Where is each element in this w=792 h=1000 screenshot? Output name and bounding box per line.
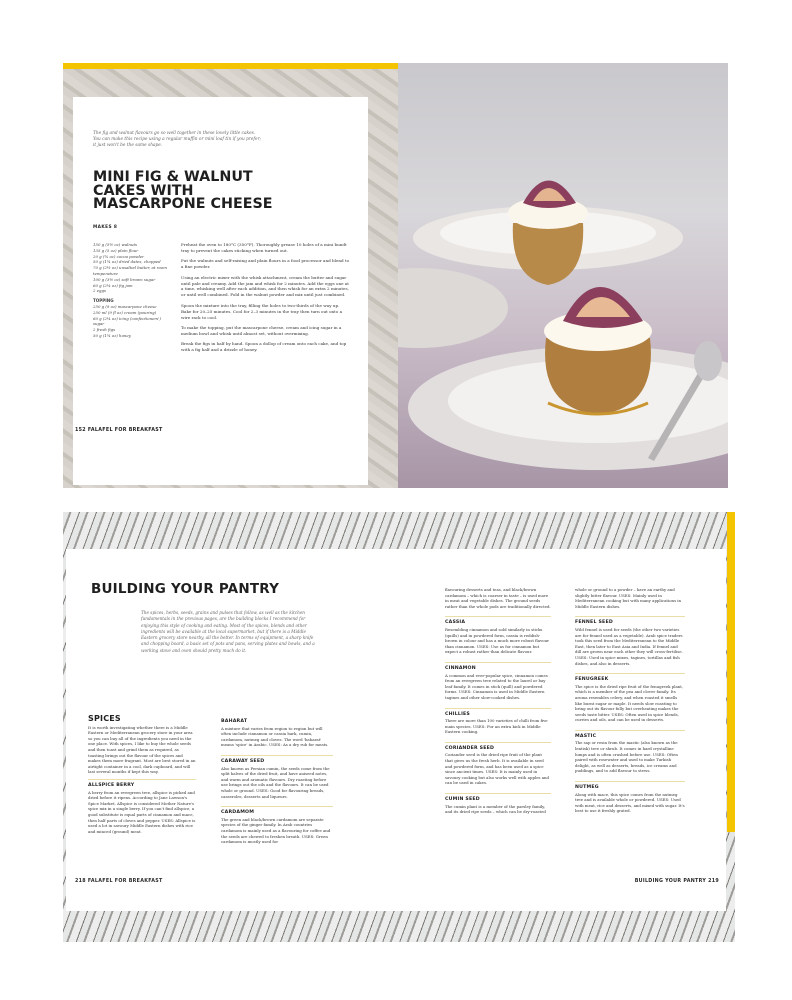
ingredient-line: 2 fresh figs (93, 327, 116, 333)
ingredients-list (93, 242, 171, 339)
spice-name: CASSIA (445, 620, 466, 626)
spices-heading: SPICES (88, 714, 121, 723)
ingredient-line: 50 g (1¾ oz) honey (93, 332, 131, 338)
spice-description: A mixture that varies from region to region but will often include cinnamon or cassia bark, cumin, cardamom, nutmeg and cloves. The word 'baharat' means 'spice' in Arabic. USES: As a dry rub for meats. (221, 725, 329, 748)
spice-name: CINNAMON (445, 665, 476, 671)
pantry-column-1 (88, 716, 196, 841)
ingredient-line: 150 g (5½ oz) walnuts (93, 242, 138, 247)
method-step: Spoon the mixture into the tray, filling the holes to two-thirds of the way up. Bake for 20–25 minutes. Cool for 2–3 minutes in the tray then turn out onto a wire rack to cool. (181, 302, 343, 320)
ingredient-line: 100 g (3½ oz) soft brown sugar (93, 276, 156, 282)
topping-heading: TOPPING (93, 298, 114, 304)
method-step: Break the figs in half by hand. Spoon a dollop of cream onto each cake, and top with a fig half and a drizzle of honey. (181, 341, 347, 353)
spice-entry (221, 806, 333, 845)
spice-name: FENNEL SEED (575, 620, 613, 626)
spice-description: There are more than 100 varieties of chilli from five main species. USES: For an extra kick in Middle Eastern cooking. (445, 718, 548, 735)
spice-entry (445, 616, 551, 655)
spice-description: The cumin plant is a member of the parsley family, and its dried ripe seeds – which can be dry-roasted (445, 803, 546, 815)
fig-cakes-illustration (398, 63, 728, 488)
spice-name: FENUGREEK (575, 677, 609, 683)
spice-name: NUTMEG (575, 785, 599, 791)
spice-name: ALLSPICE BERRY (88, 782, 135, 788)
method-step: Put the walnuts and self-raising and plain flours in a food processor and blend to a fine powder. (181, 258, 350, 270)
spice-description: Wild fennel is used for seeds (the other two varieties are for fennel used as a vegetable). Arab spice traders took this seed from the Mediterranean to the Middle East, then later to East Asia and India. If fennel and dill are grown near each other they will cross-fertilise. USES: Used in spice mixes, tagines, tortillas and fish dishes, and also in desserts. (575, 626, 683, 666)
method-step: Using an electric mixer with the whisk attachment, cream the butter and sugar until pale and creamy. Add the jam and whisk for 2 minutes. Add the eggs one at a time, whisking well after each addition, and then whisk for an extra 2 minutes, or until well combined. Fold in the walnut powder and mix until just combined. (181, 274, 349, 298)
pantry-column-4 (575, 587, 685, 821)
spices-text: It is worth investigating whether there is a Middle Eastern or Mediterranean grocery store in your area so you can buy all of the ingredients you need in the one place. With spices, I like to buy the whole seeds and then toast and grind them as required, as toasting brings out the flavour of the spices and makes them more fragrant. Most are best stored in an airtight container in a cool, dark cupboard, and will last several months if kept this way. (88, 724, 196, 775)
page-folio: 152 FALAFEL FOR BREAKFAST (75, 428, 163, 433)
spice-description: Along with mace, this spice comes from the nutmeg tree and is available whole or powdered. USES: Used with meat, rice and desserts, and mixed with sugar. It's best to use it freshly grated. (575, 791, 685, 814)
ingredient-line: 250 g (9 oz) mascarpone cheese (93, 303, 157, 309)
spice-entry (445, 742, 551, 786)
spice-entry (221, 755, 333, 799)
pantry-intro: The spices, herbs, seeds, grains and pulses that follow, as well as the kitchen fundamentals in the previous pages, are the building blocks I recommend for enjoying this style of cooking and eating. Most of the spices, blends and other ingredients will be available at the local supermarket, but if there is a Middle Eastern grocery store nearby, all the better. In terms of equipment, a sharp knife and chopping board, a basic set of pots and pans, serving plates and bowls, and a working stove and oven should pretty much do it. (141, 610, 315, 653)
spice-entry-continued (575, 587, 685, 609)
spice-name: CUMIN SEED (445, 797, 480, 803)
spice-entry (575, 781, 685, 814)
ingredient-line: 2 eggs (93, 288, 106, 294)
spice-entry (445, 708, 551, 735)
spice-description: flavouring desserts and teas, and black/brown cardamom – which is coarser in taste – is used more in meat and vegetable dishes. The ground seeds rather than the whole pods are traditionally directed. (445, 587, 551, 609)
ingredient-line: 250 ml (9 fl oz) cream (pouring) (93, 309, 157, 315)
spice-entry (575, 673, 685, 723)
spice-name: CARDAMOM (221, 810, 255, 816)
recipe-yield: MAKES 8 (93, 225, 118, 230)
ingredient-line: 70 g (2½ oz) unsalted butter, at room temperature (93, 265, 167, 276)
spice-entry (445, 662, 551, 701)
yellow-accent-bar (63, 63, 398, 69)
ingredient-line: 50 g (1¾ oz) dried dates, chopped (93, 259, 161, 265)
recipe-intro: The fig and walnut flavours go so well together in these lovely little cakes. You can make this recipe using a regular muffin or mini loaf tin if you prefer; it just won't be the same shape. (93, 131, 262, 149)
page-folio-right: BUILDING YOUR PANTRY 219 (634, 879, 719, 884)
spoon-bowl (694, 341, 722, 381)
spice-entry-continued (445, 587, 551, 609)
spice-name: CHILLIES (445, 711, 471, 717)
spice-entry (445, 793, 551, 815)
yellow-accent-bar (727, 512, 735, 832)
spice-description: Also known as Persian cumin, the seeds come from the split halves of the dried fruit, and have aniseed notes, and warm and aromatic flavours. Dry roasting before use brings out the oils and the flavours. It can be used whole or ground. USES: Good for flavouring breads, casseroles, desserts and liqueurs. (221, 765, 330, 799)
fig-cakes-photo (398, 63, 728, 488)
pantry-column-3 (445, 587, 551, 822)
pantry-column-2 (221, 719, 333, 852)
ingredient-line: 60 g (2¼ oz) fig jam (93, 282, 133, 288)
spice-description: A common and ever-popular spice, cinnamon comes from an evergreen tree related to the laurel or bay leaf family. It comes in stick (quill) and powdered forms. USES: Cinnamon is used in Middle Eastern tagines and other slow-cooked dishes. (445, 672, 548, 700)
spice-name: CARAWAY SEED (221, 758, 265, 764)
left-plate (398, 268, 508, 348)
spice-description: The green and black/brown cardamom are separate species of the ginger family. In Arab countries cardamom is mainly used as a flavouring for coffee and the seeds are chewed to freshen breath. USES: Green cardamom is mostly used for (221, 816, 331, 845)
spice-name: MASTIC (575, 733, 597, 739)
spice-description: whole or ground to a powder – have an earthy and slightly bitter flavour. USES: Mainly used in Mediterranean cooking but with many applications in Middle Eastern dishes. (575, 587, 682, 609)
spice-name: BAHARAT (221, 719, 248, 724)
method-step: To make the topping, put the mascarpone cheese, cream and icing sugar in a medium bowl and whisk until almost set, without overmixing. (181, 324, 342, 336)
spice-entry (88, 779, 196, 834)
method-step: Preheat the oven to 180°C (350°F). Thoroughly grease 10 holes of a mini bundt tray to prevent the cakes sticking when turned out. (181, 242, 347, 253)
page-folio-left: 218 FALAFEL FOR BREAKFAST (75, 879, 163, 884)
recipe-title: MINI FIG & WALNUT CAKES WITH MASCARPONE CHEESE (93, 169, 273, 212)
back-cake (513, 223, 583, 285)
recipe-spread (63, 63, 728, 488)
spice-entry (575, 616, 685, 666)
spice-description: Resembling cinnamon and sold similarly in sticks (quills) and in powdered form, cassia is reddish-brown in colour and has a much more robust flavour than cinnamon. USES: Use as for cinnamon but expect a robust rather than delicate flavour. (445, 626, 549, 655)
ingredient-line: 20 g (¾ oz) cocoa powder (93, 253, 145, 259)
spice-entry (221, 719, 333, 748)
spice-description: Coriander seed is the dried ripe fruit of the plant that gives us the fresh herb. It is available in seed and powdered form, and has been used as a spice since ancient times. USES: It is mainly used in savoury cooking but also works well with apples and can be used in cakes. (445, 752, 550, 786)
spice-description: The spice is the dried ripe fruit of the fenugreek plant, which is a member of the pea and clover family. Its aroma resembles celery, and when roasted it smells like burnt sugar or maple. It needs slow roasting to bring out its flavour fully but overheating makes the seeds taste bitter. USES: Often used in spice blends, curries and oils, and can be used in desserts. (575, 683, 684, 723)
pantry-title: BUILDING YOUR PANTRY (91, 581, 280, 597)
ingredient-line: 60 g (2¼ oz) icing (confectioners') sugar (93, 315, 161, 327)
method-steps (181, 242, 351, 358)
spice-entry (575, 730, 685, 774)
spice-name: CORIANDER SEED (445, 745, 495, 751)
pantry-spread (63, 512, 735, 942)
spice-description: A berry from an evergreen tree, allspice is picked and dried before it ripens. According to Jane Lawson's Spice Market, Allspice is considered Mother Nature's spice mix in a single berry. If you can't find allspice, a good substitute is equal parts of cinnamon and mace, then half parts of cloves and pepper. USES: Allspice is used a lot in savoury Middle Eastern dishes with rice and minced (ground) meat. (88, 789, 196, 834)
ingredient-line: 135 g (5 oz) plain flour (93, 247, 139, 253)
spice-description: The sap or resin from the mastic (also known as the lentisk) tree or shrub. It comes in hard crystalline lumps and is often crushed before use. USES: Often paired with rosewater and used to make Turkish delight, as well as desserts, breads, ice creams and puddings, and to add flavour to stews. (575, 740, 678, 774)
